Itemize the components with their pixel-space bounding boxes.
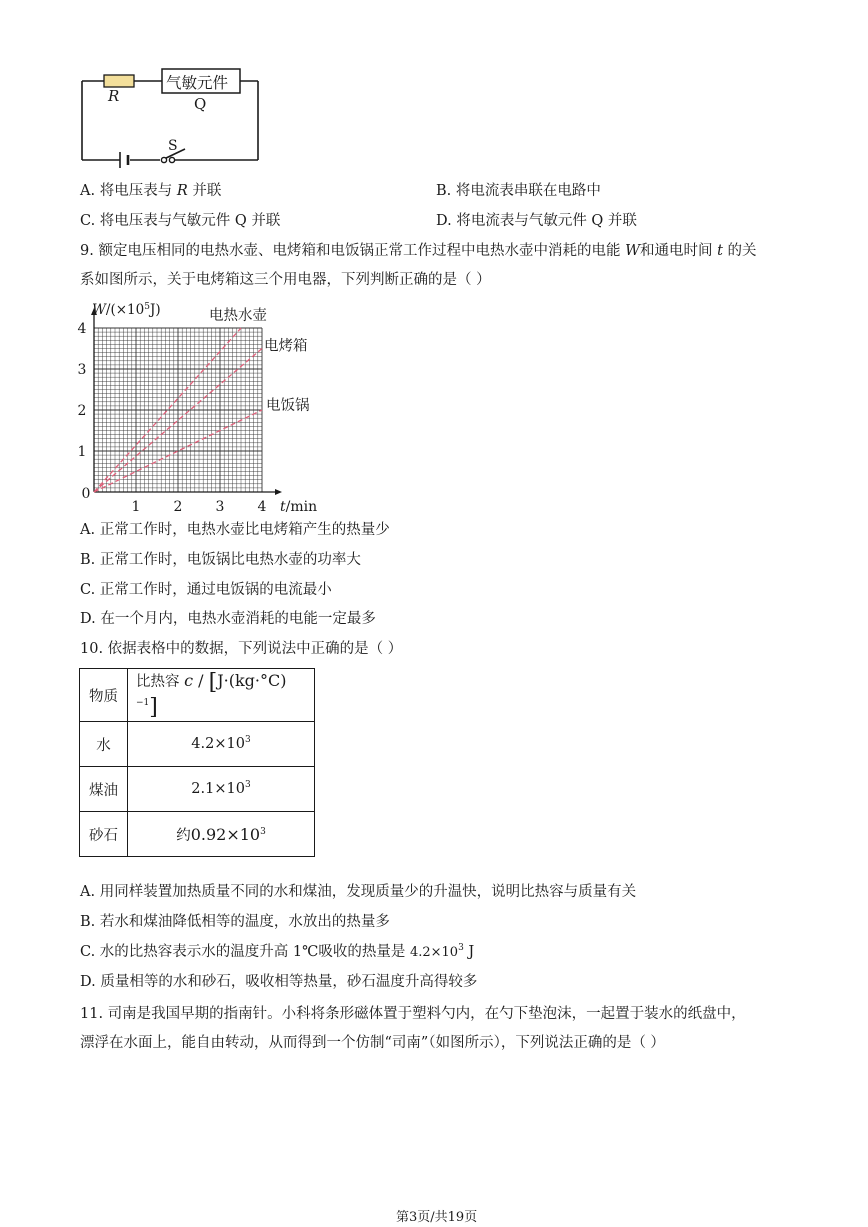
q10-option-c-val: 4.2×10 — [409, 945, 459, 960]
table-row — [80, 812, 315, 857]
series-label: 电烤箱 — [264, 338, 308, 355]
series-label: 电饭锅 — [266, 398, 310, 414]
energy-time-chart — [70, 298, 330, 520]
q8-option-a-post: 并联 — [192, 183, 222, 199]
q10-option-a: A. 用同样装置加热质量不同的水和煤油，发现质量少的升温快，说明比热容与质量有关 — [80, 884, 637, 900]
y-tick-label: 3 — [77, 362, 87, 378]
q9-stem-line1 — [80, 241, 757, 261]
switch-label: S — [168, 138, 178, 154]
table-header-specific-heat: 比热容 $c / [J\cdot(kg\cdot^\circ C)^{-1}]$ — [128, 669, 315, 722]
q9-option-d: D. 在一个月内，电热水壶消耗的电能一定最多 — [80, 611, 376, 627]
header-pre: 比热容 — [136, 674, 180, 690]
table-header-substance: 物质 — [80, 669, 128, 722]
q9-stem-a: 9. 额定电压相同的电热水壶、电烤箱和电饭锅正常工作过程中电热水壶中消耗的电能 — [80, 243, 621, 259]
x-tick-label: 4 — [257, 499, 267, 515]
q9-t-var: t — [717, 243, 723, 259]
x-tick-label: 3 — [215, 499, 225, 515]
q10-option-d: D. 质量相等的水和砂石，吸收相等热量，砂石温度升高得较多 — [80, 974, 478, 990]
series-label: 电热水壶 — [209, 308, 267, 324]
y-tick-label: 2 — [77, 403, 87, 419]
q-label: Q — [194, 95, 207, 113]
q8-option-a — [80, 181, 221, 201]
header-exp: −1 — [136, 698, 150, 708]
q10-option-b: B. 若水和煤油降低相等的温度，水放出的热量多 — [80, 914, 390, 930]
table-cell-substance: 砂石 — [80, 812, 128, 857]
table-header-row — [80, 669, 315, 722]
page-number: 第3页/共19页 — [396, 1210, 478, 1225]
q8-option-a-r: R — [176, 183, 188, 199]
header-var: c — [184, 671, 194, 690]
q9-w-var: W — [625, 243, 640, 259]
q9-option-b: B. 正常工作时，电饭锅比电热水壶的功率大 — [80, 552, 361, 568]
q10-option-c-unit: J — [468, 944, 475, 960]
q8-option-d: D. 将电流表与气敏元件 Q 并联 — [436, 213, 637, 229]
header-unit: J·(kg·°C) — [217, 671, 287, 690]
origin-label: 0 — [81, 486, 91, 502]
specific-heat-table — [79, 668, 315, 857]
q8-option-a-pre: A. 将电压表与 — [80, 183, 173, 199]
q11-stem-line1: 11. 司南是我国早期的指南针。小科将条形磁体置于塑料勺内，在勺下垫泡沫，一起置于装水的纸盘中， — [80, 1006, 746, 1022]
y-tick-label: 1 — [77, 444, 87, 460]
q10-option-c — [80, 942, 474, 963]
gas-sensor-label: 气敏元件 — [166, 74, 229, 92]
q10-option-c-exp: 3 — [458, 943, 464, 953]
x-tick-label: 1 — [131, 499, 141, 515]
x-tick-label: 2 — [173, 499, 183, 515]
q9-stem-b: 和通电时间 — [639, 243, 713, 259]
table-row — [80, 767, 315, 812]
q9-option-c: C. 正常工作时，通过电饭锅的电流最小 — [80, 582, 332, 598]
table-cell-substance: 煤油 — [80, 767, 128, 812]
q10-option-c-pre: C. 水的比热容表示水的温度升高 1℃吸收的热量是 — [80, 944, 406, 960]
table-cell-value: $2.1\times 10^3$ — [128, 767, 315, 812]
q8-option-c: C. 将电压表与气敏元件 Q 并联 — [80, 213, 281, 229]
x-axis-arrow — [275, 489, 282, 495]
q9-stem-c: 的关 — [727, 243, 757, 259]
q8-option-b: B. 将电流表串联在电路中 — [436, 183, 601, 199]
y-axis-label: $W/(\times 10^5J)$ — [92, 302, 161, 318]
y-tick-label: 4 — [77, 321, 87, 337]
q11-stem-line2: 漂浮在水面上，能自由转动，从而得到一个仿制“司南”（如图所示），下列说法正确的是（ ） — [80, 1035, 665, 1051]
x-axis-label: t/min — [280, 499, 318, 515]
table-cell-value: $4.2\times 10^3$ — [128, 722, 315, 767]
q10-stem: 10. 依据表格中的数据，下列说法中正确的是（ ） — [80, 641, 403, 657]
resistor-r — [104, 75, 134, 87]
q9-option-a: A. 正常工作时，电热水壶比电烤箱产生的热量少 — [80, 522, 390, 538]
resistor-label: R — [108, 87, 120, 105]
q9-stem-line2: 系如图所示，关于电烤箱这三个用电器，下列判断正确的是（ ） — [80, 272, 491, 288]
table-cell-value: 约$0.92\times 10^3$ — [128, 812, 315, 857]
table-cell-substance: 水 — [80, 722, 128, 767]
table-row — [80, 722, 315, 767]
